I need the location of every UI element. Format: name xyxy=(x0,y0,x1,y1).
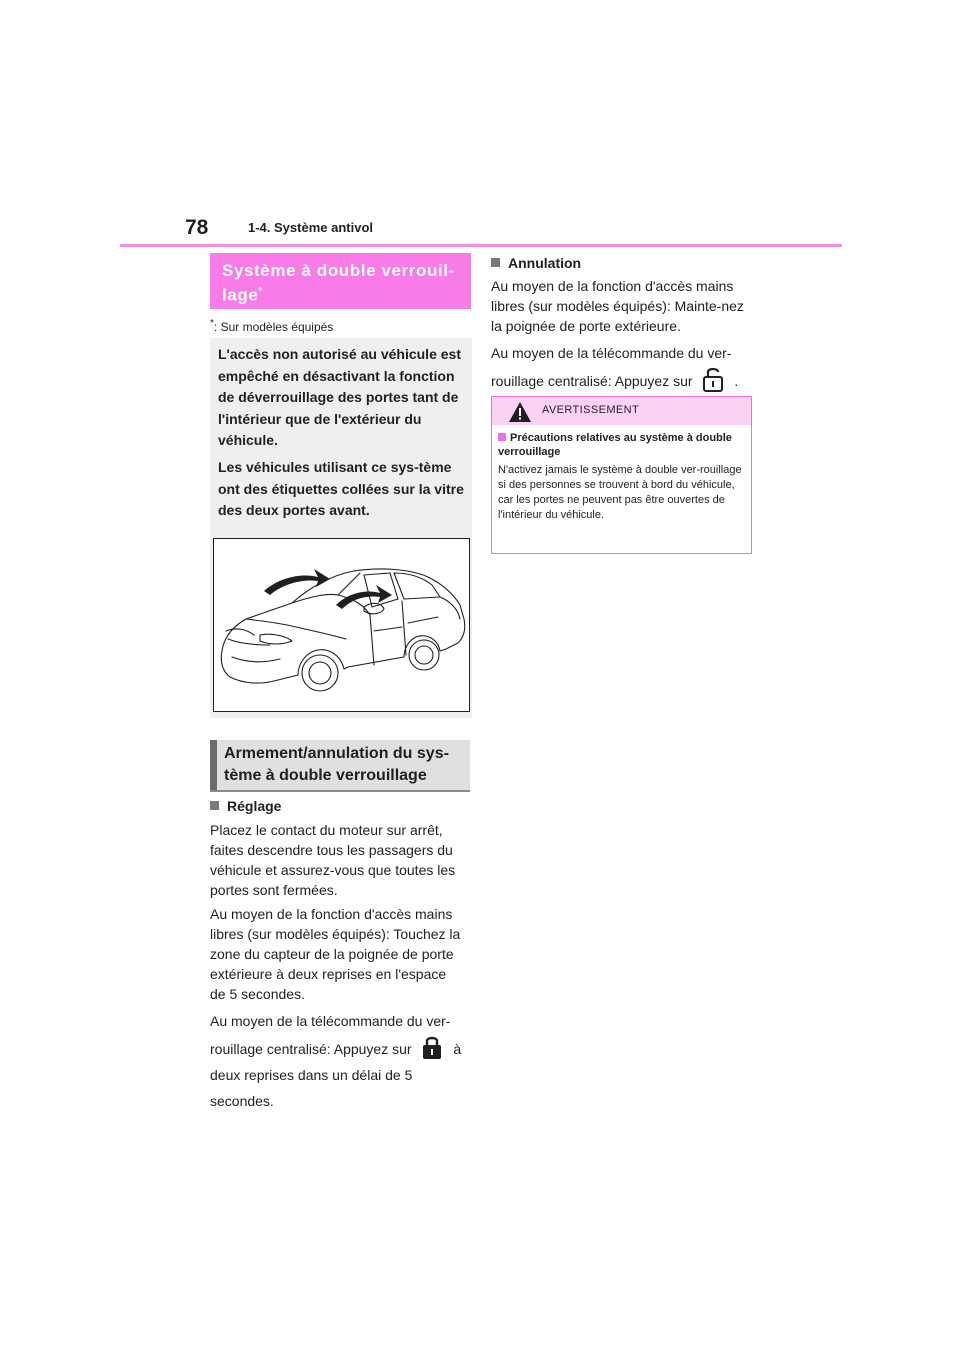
pink-section-heading xyxy=(210,253,471,309)
warning-box xyxy=(491,396,752,554)
square-bullet-icon xyxy=(498,433,506,441)
intro-box xyxy=(210,338,472,718)
heading-bar xyxy=(210,740,217,790)
header-rule xyxy=(120,244,842,247)
pink-heading-mark: * xyxy=(258,286,263,297)
grey-section-heading xyxy=(210,740,470,792)
annulation-paragraph-1: Au moyen de la fonction d'accès mains libres (sur modèles équipés): Mainte-nez la poignée de porte extérieure. xyxy=(491,278,744,334)
warning-triangle-icon xyxy=(508,401,532,423)
warning-text: N'activez jamais le système à double ver-rouillage si des personnes se trouvent à bord du véhicule, car les portes ne peuvent pas être ouvertes de l'intérieur du véhicule. xyxy=(498,464,742,521)
footnote-mark: * xyxy=(210,318,214,329)
lock-open-icon xyxy=(702,366,724,392)
section-title: 1-4. Système antivol xyxy=(248,220,373,235)
warning-header xyxy=(492,397,751,425)
annulation-body xyxy=(491,276,750,398)
grey-heading-text: Armement/annulation du sys-tème à double verrouillage xyxy=(224,745,449,784)
car-drawing xyxy=(214,539,469,711)
pink-heading-text: Système à double verrouil-lage xyxy=(222,261,455,305)
reglage-paragraph-3: Au moyen de la télécommande du ver-rouillage centralisé: Appuyez sur à deux reprises dans un délai de 5 secondes. xyxy=(210,1013,462,1109)
intro-paragraph-2: Les véhicules utilisant ce sys-tème ont des étiquettes collées sur la vitre des deux portes avant. xyxy=(218,458,464,519)
footnote xyxy=(210,318,333,334)
footnote-text: : Sur modèles équipés xyxy=(213,320,334,334)
lock-closed-icon xyxy=(421,1034,443,1060)
intro-paragraph-1: L'accès non autorisé au véhicule est empêché en désactivant la fonction de déverrouillage des portes tant de l'intérieur que de l'extérieur du véhicule. xyxy=(218,346,461,449)
square-bullet-icon xyxy=(491,258,500,267)
car-illustration xyxy=(213,538,470,712)
warning-label: AVERTISSEMENT xyxy=(542,404,640,416)
annulation-title: Annulation xyxy=(491,255,581,271)
reglage-paragraph-1: Placez le contact du moteur sur arrêt, faites descendre tous les passagers du véhicule et assurez-vous que toutes les portes sont fermées. xyxy=(210,822,456,898)
square-bullet-icon xyxy=(210,801,219,810)
reglage-paragraph-2: Au moyen de la fonction d'accès mains libres (sur modèles équipés): Touchez la zone du capteur de la poignée de porte extérieure à deux reprises en l'espace de 5 secondes. xyxy=(210,906,461,1002)
reglage-title: Réglage xyxy=(210,798,281,814)
page-number: 78 xyxy=(185,216,209,239)
warning-title: Précautions relatives au système à double verrouillage xyxy=(498,432,732,458)
annulation-paragraph-2: Au moyen de la télécommande du ver-rouillage centralisé: Appuyez sur . xyxy=(491,340,750,394)
reglage-body xyxy=(210,820,465,1118)
